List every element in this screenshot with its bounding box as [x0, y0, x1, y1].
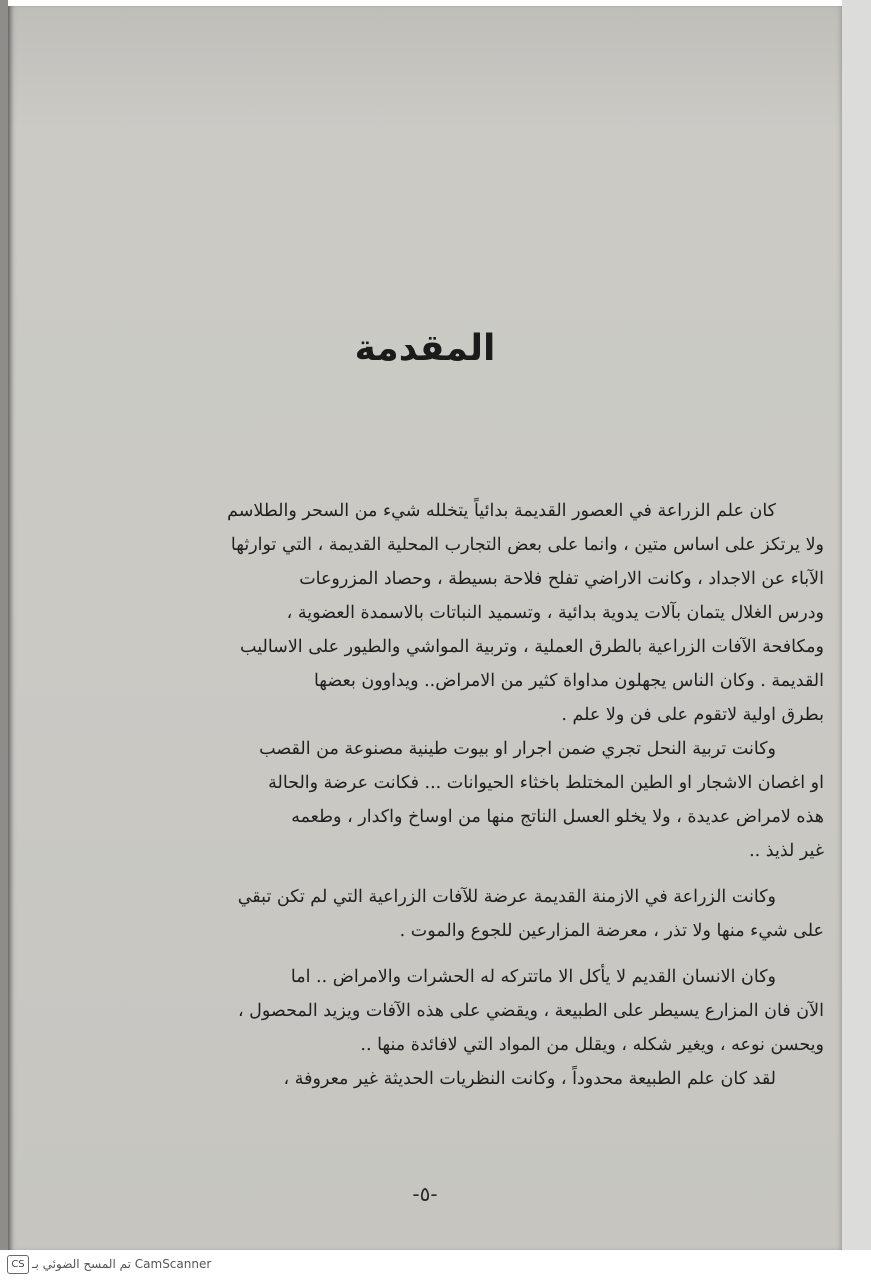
text-line: وكانت تربية النحل تجري ضمن اجرار او بيوت طينية مصنوعة من القصب [259, 739, 776, 759]
text-line: القديمة . وكان الناس يجهلون مداواة كثير من الامراض.. ويداوون بعضها [313, 671, 824, 691]
text-line: الآباء عن الاجداد ، وكانت الاراضي تفلح فلاحة بسيطة ، وحصاد المزروعات [299, 569, 824, 589]
book-page [8, 6, 842, 1250]
page-left-edge [0, 0, 8, 1250]
camscanner-watermark: تم المسح الضوئي بـ CamScanner [32, 1257, 212, 1271]
body-text [134, 494, 824, 1096]
text-line: او اغصان الاشجار او الطين المختلط باخثاء الحيوانات ... فكانت عرضة والحالة [268, 773, 824, 793]
page-title: المقدمة [354, 328, 496, 369]
text-line: وكانت الزراعة في الازمنة القديمة عرضة للآفات الزراعية التي لم تكن تبقي [237, 887, 776, 907]
paragraph-gap [134, 868, 824, 880]
text-line: على شيء منها ولا تذر ، معرضة المزارعين للجوع والموت . [399, 921, 824, 941]
text-line: بطرق اولية لاتقوم على فن ولا علم . [561, 705, 824, 725]
text-line: ودرس الغلال يتمان بآلات يدوية بدائية ، وتسميد النباتات بالاسمدة العضوية ، [286, 603, 824, 623]
text-line: لقد كان علم الطبيعة محدوداً ، وكانت النظريات الحديثة غير معروفة ، [283, 1069, 776, 1089]
camscanner-logo-icon: CS [7, 1255, 29, 1274]
paragraph-gap [134, 948, 824, 960]
text-line: ولا يرتكز على اساس متين ، وانما على بعض التجارب المحلية القديمة ، التي توارثها [230, 535, 824, 555]
page-right-margin [842, 0, 871, 1250]
text-line: ومكافحة الآفات الزراعية بالطرق العملية ، وتربية المواشي والطيور على الاساليب [240, 637, 824, 657]
text-line: كان علم الزراعة في العصور القديمة بدائياً يتخلله شيء من السحر والطلاسم [227, 501, 776, 521]
text-line: الآن فان المزارع يسيطر على الطبيعة ، ويقضي على هذه الآفات ويزيد المحصول ، [237, 1001, 824, 1021]
text-line: غير لذيذ .. [749, 841, 824, 861]
page-number: -٥- [412, 1182, 438, 1206]
text-line: هذه لامراض عديدة ، ولا يخلو العسل الناتج منها من اوساخ واكدار ، وطعمه [291, 807, 824, 827]
text-line: ويحسن نوعه ، ويغير شكله ، ويقلل من المواد التي لافائدة منها .. [360, 1035, 824, 1055]
text-line: وكان الانسان القديم لا يأكل الا ماتتركه له الحشرات والامراض .. اما [290, 967, 776, 987]
